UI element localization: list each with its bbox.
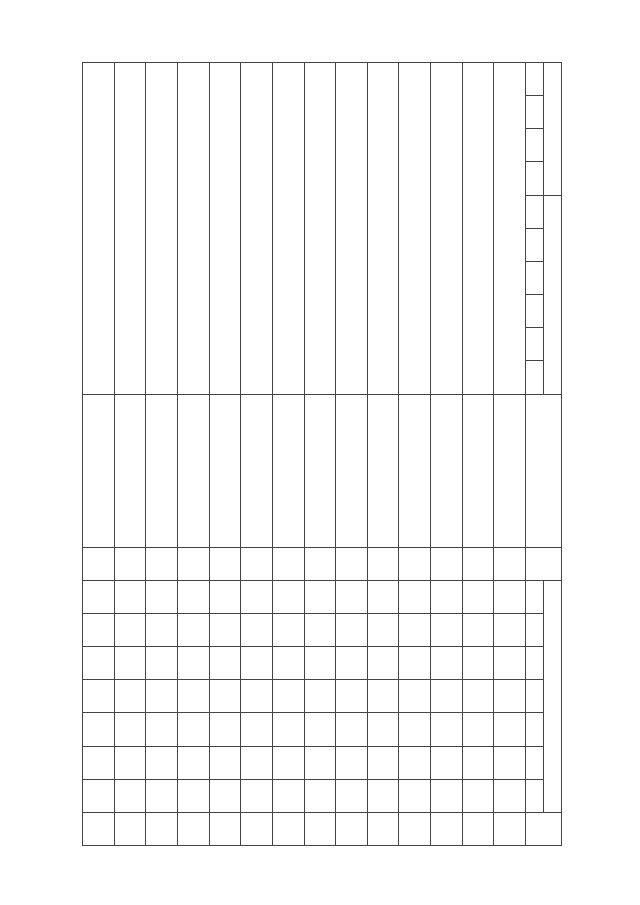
row-unit (146, 547, 178, 580)
rotated-table (82, 62, 562, 846)
code-cells (241, 63, 273, 395)
header-cell (544, 195, 562, 394)
row-unit (241, 547, 273, 580)
row-year-6 (336, 779, 368, 812)
row-year-1 (114, 613, 146, 646)
row-label (83, 394, 115, 547)
row-base (114, 580, 146, 613)
row-year-6 (177, 779, 209, 812)
header-cell (526, 746, 544, 779)
row-year-4 (462, 713, 494, 746)
table-row (431, 63, 463, 846)
table-row (209, 63, 241, 846)
row-total (146, 812, 178, 845)
row-year-5 (83, 746, 115, 779)
header-cell (526, 195, 544, 228)
row-unit (272, 547, 304, 580)
row-year-6 (272, 779, 304, 812)
row-total (241, 812, 273, 845)
row-year-6 (399, 779, 431, 812)
header-cell (526, 63, 544, 96)
row-year-2 (494, 647, 526, 680)
row-year-6 (494, 779, 526, 812)
code-cells (399, 63, 431, 395)
row-year-5 (146, 746, 178, 779)
code-cells (336, 63, 368, 395)
code-cells (431, 63, 463, 395)
row-year-3 (431, 680, 463, 713)
row-year-5 (177, 746, 209, 779)
row-year-4 (177, 713, 209, 746)
table-row (336, 63, 368, 846)
row-year-1 (241, 613, 273, 646)
row-unit (304, 547, 336, 580)
header-cell (526, 613, 544, 646)
row-base (399, 580, 431, 613)
header-cell (526, 162, 544, 195)
header-cell (526, 228, 544, 261)
row-year-1 (304, 613, 336, 646)
row-year-1 (336, 613, 368, 646)
code-cells (304, 63, 336, 395)
row-year-1 (431, 613, 463, 646)
row-label (304, 394, 336, 547)
row-year-2 (114, 647, 146, 680)
row-year-2 (272, 647, 304, 680)
code-cells (462, 63, 494, 395)
row-year-2 (241, 647, 273, 680)
row-base (367, 580, 399, 613)
row-label (494, 394, 526, 547)
table-header-top (544, 63, 562, 846)
row-year-6 (367, 779, 399, 812)
row-year-1 (209, 613, 241, 646)
table-row (177, 63, 209, 846)
table-body (83, 63, 526, 846)
code-cells (114, 63, 146, 395)
row-year-1 (399, 613, 431, 646)
table-row (83, 63, 115, 846)
header-cell (526, 261, 544, 294)
row-year-4 (399, 713, 431, 746)
row-year-2 (336, 647, 368, 680)
row-label (431, 394, 463, 547)
row-unit (336, 547, 368, 580)
row-label (272, 394, 304, 547)
header-cell (526, 713, 544, 746)
row-year-3 (177, 680, 209, 713)
header-cell (526, 394, 562, 547)
row-total (304, 812, 336, 845)
row-year-6 (241, 779, 273, 812)
row-year-5 (241, 746, 273, 779)
row-year-3 (367, 680, 399, 713)
header-cell (526, 328, 544, 361)
header-cell (526, 361, 544, 394)
row-year-2 (431, 647, 463, 680)
row-year-6 (431, 779, 463, 812)
row-total (462, 812, 494, 845)
row-unit (114, 547, 146, 580)
row-base (146, 580, 178, 613)
row-label (146, 394, 178, 547)
row-total (83, 812, 115, 845)
header-cell (526, 647, 544, 680)
row-year-5 (272, 746, 304, 779)
row-year-3 (83, 680, 115, 713)
row-unit (399, 547, 431, 580)
program-indicators-table (82, 62, 562, 846)
row-year-3 (399, 680, 431, 713)
code-cells (367, 63, 399, 395)
row-base (431, 580, 463, 613)
row-base (494, 580, 526, 613)
row-year-4 (494, 713, 526, 746)
row-year-1 (494, 613, 526, 646)
row-year-1 (462, 613, 494, 646)
row-total (209, 812, 241, 845)
row-year-1 (367, 613, 399, 646)
table-row (146, 63, 178, 846)
row-year-4 (209, 713, 241, 746)
header-cell (526, 680, 544, 713)
row-year-4 (146, 713, 178, 746)
row-year-4 (336, 713, 368, 746)
row-label (177, 394, 209, 547)
row-unit (209, 547, 241, 580)
code-cells (494, 63, 526, 395)
table-row (114, 63, 146, 846)
row-year-5 (304, 746, 336, 779)
row-total (431, 812, 463, 845)
row-label (367, 394, 399, 547)
row-year-3 (209, 680, 241, 713)
row-unit (83, 547, 115, 580)
row-year-4 (114, 713, 146, 746)
table-row (272, 63, 304, 846)
row-year-5 (494, 746, 526, 779)
header-cell (526, 129, 544, 162)
row-total (114, 812, 146, 845)
row-year-3 (304, 680, 336, 713)
header-cell (526, 96, 544, 129)
header-cell (544, 580, 562, 812)
row-unit (431, 547, 463, 580)
row-year-4 (241, 713, 273, 746)
row-year-6 (462, 779, 494, 812)
row-year-1 (272, 613, 304, 646)
row-year-4 (304, 713, 336, 746)
row-year-6 (114, 779, 146, 812)
row-year-3 (241, 680, 273, 713)
row-label (209, 394, 241, 547)
row-year-2 (177, 647, 209, 680)
table-row (304, 63, 336, 846)
code-cells (272, 63, 304, 395)
code-cells (209, 63, 241, 395)
row-year-4 (272, 713, 304, 746)
header-cell (526, 779, 544, 812)
row-year-6 (146, 779, 178, 812)
row-year-2 (209, 647, 241, 680)
row-base (209, 580, 241, 613)
header-cell (544, 63, 562, 196)
row-base (304, 580, 336, 613)
row-total (494, 812, 526, 845)
row-label (336, 394, 368, 547)
row-year-5 (399, 746, 431, 779)
table-row (367, 63, 399, 846)
row-year-3 (462, 680, 494, 713)
row-year-5 (209, 746, 241, 779)
row-year-2 (304, 647, 336, 680)
row-unit (494, 547, 526, 580)
table-row (399, 63, 431, 846)
row-year-4 (83, 713, 115, 746)
row-year-6 (304, 779, 336, 812)
row-total (177, 812, 209, 845)
row-base (83, 580, 115, 613)
row-year-1 (146, 613, 178, 646)
row-total (336, 812, 368, 845)
row-year-2 (83, 647, 115, 680)
row-year-6 (83, 779, 115, 812)
row-base (336, 580, 368, 613)
row-year-3 (494, 680, 526, 713)
row-year-2 (367, 647, 399, 680)
row-year-1 (177, 613, 209, 646)
row-year-4 (431, 713, 463, 746)
row-year-5 (114, 746, 146, 779)
row-base (241, 580, 273, 613)
row-label (399, 394, 431, 547)
table-row (462, 63, 494, 846)
code-cells (146, 63, 178, 395)
row-unit (367, 547, 399, 580)
row-year-3 (114, 680, 146, 713)
row-total (399, 812, 431, 845)
row-unit (462, 547, 494, 580)
row-year-2 (146, 647, 178, 680)
header-cell (526, 295, 544, 328)
row-label (462, 394, 494, 547)
row-year-5 (462, 746, 494, 779)
row-year-3 (146, 680, 178, 713)
row-year-2 (462, 647, 494, 680)
row-base (177, 580, 209, 613)
row-year-4 (367, 713, 399, 746)
row-year-5 (431, 746, 463, 779)
row-total (272, 812, 304, 845)
row-label (241, 394, 273, 547)
code-cells (83, 63, 115, 395)
row-unit (177, 547, 209, 580)
row-year-3 (272, 680, 304, 713)
row-year-1 (83, 613, 115, 646)
row-base (272, 580, 304, 613)
header-cell (526, 812, 562, 845)
row-year-6 (209, 779, 241, 812)
table-row (241, 63, 273, 846)
row-base (462, 580, 494, 613)
header-cell (526, 580, 544, 613)
row-year-2 (399, 647, 431, 680)
row-year-5 (367, 746, 399, 779)
row-total (367, 812, 399, 845)
code-cells (177, 63, 209, 395)
table-row (494, 63, 526, 846)
row-year-5 (336, 746, 368, 779)
header-cell (526, 547, 562, 580)
row-year-3 (336, 680, 368, 713)
row-label (114, 394, 146, 547)
